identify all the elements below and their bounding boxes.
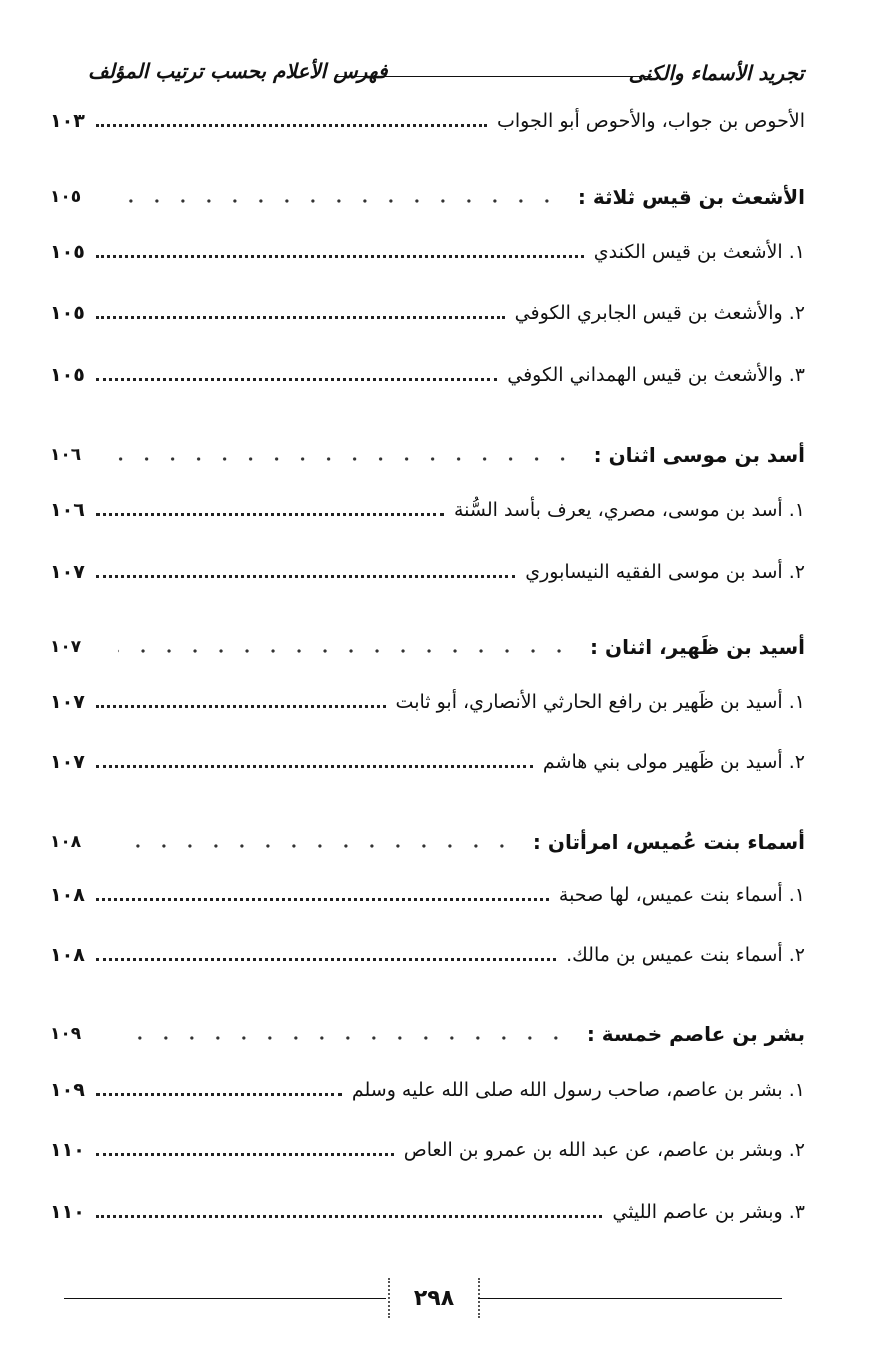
dot-leader: [96, 898, 549, 901]
index-entry: [50, 493, 805, 527]
page-reference: ١٠٥: [50, 187, 82, 207]
entry-text: ١. أسماء بنت عميس، لها صحبة: [558, 884, 805, 906]
page-reference: ١٠٥: [50, 364, 85, 386]
dot-leader: [118, 456, 576, 462]
footer-rule-right: [478, 1298, 782, 1299]
index-entry: [50, 358, 805, 392]
dot-leader: [118, 198, 560, 204]
index-entry: [50, 235, 805, 269]
index-entry: [50, 104, 805, 138]
entry-text: الأحوص بن جواب، والأحوص أبو الجواب: [497, 110, 805, 132]
index-group-heading: [50, 438, 805, 472]
index-entry: [50, 1133, 805, 1167]
dot-leader: [96, 705, 386, 708]
dot-leader: [96, 316, 505, 319]
dot-leader: [96, 575, 515, 578]
dot-leader: [118, 648, 572, 654]
page-reference: ١٠٧: [50, 561, 85, 583]
page-reference: ١٠٥: [50, 241, 85, 263]
entry-text: ٢. وبشر بن عاصم، عن عبد الله بن عمرو بن العاص: [403, 1139, 805, 1161]
index-group-heading: [50, 1017, 805, 1051]
index-entry: [50, 745, 805, 779]
dot-leader: [118, 1035, 569, 1041]
page-number: ٢٩٨: [388, 1278, 480, 1318]
dot-leader: [96, 255, 584, 258]
entry-text: ١. الأشعث بن قيس الكندي: [593, 241, 805, 263]
page-reference: ١٠٦: [50, 445, 82, 465]
entry-text: ٢. والأشعث بن قيس الجابري الكوفي: [514, 302, 805, 324]
dot-leader: [96, 378, 497, 381]
page-reference: ١١٠: [50, 1201, 85, 1223]
page-reference: ١٠٧: [50, 691, 85, 713]
page-reference: ١٠٨: [50, 884, 85, 906]
dot-leader: [96, 124, 487, 127]
index-group-heading: [50, 630, 805, 664]
group-heading-text: الأشعث بن قيس ثلاثة :: [577, 185, 805, 209]
entry-text: ٢. أسيد بن ظَهير مولى بني هاشم: [542, 751, 805, 773]
group-heading-text: أسماء بنت عُميس، امرأتان :: [532, 830, 805, 854]
page-reference: ١٠٦: [50, 499, 85, 521]
page-reference: ١٠٨: [50, 944, 85, 966]
page-reference: ١٠٥: [50, 302, 85, 324]
entry-text: ١. أسد بن موسى، مصري، يعرف بأسد السُّنة: [453, 499, 805, 521]
index-entry: [50, 1195, 805, 1229]
dot-leader: [96, 1153, 394, 1156]
index-entry: [50, 296, 805, 330]
page-reference: ١٠٣: [50, 110, 85, 132]
index-group-heading: [50, 180, 805, 214]
group-heading-text: أسد بن موسى اثنان :: [593, 443, 805, 467]
index-entry: [50, 1073, 805, 1107]
page-reference: ١٠٨: [50, 832, 82, 852]
running-header: [88, 55, 804, 91]
dot-leader: [118, 843, 515, 849]
dot-leader: [96, 958, 556, 961]
page-reference: ١٠٩: [50, 1079, 85, 1101]
entry-text: ١. بشر بن عاصم، صاحب رسول الله صلى الله عليه وسلم: [351, 1079, 805, 1101]
entry-text: ٢. أسد بن موسى الفقيه النيسابوري: [525, 561, 805, 583]
index-entry: [50, 938, 805, 972]
entry-text: ٣. وبشر بن عاصم الليثي: [612, 1201, 805, 1223]
entry-text: ١. أسيد بن ظَهير بن رافع الحارثي الأنصاري، أبو ثابت: [395, 691, 805, 713]
page-reference: ١٠٧: [50, 751, 85, 773]
index-entry: [50, 878, 805, 912]
index-group-heading: [50, 825, 805, 859]
index-entry: [50, 555, 805, 589]
index-entry: [50, 685, 805, 719]
dot-leader: [96, 1215, 602, 1218]
entry-text: ٢. أسماء بنت عميس بن مالك.: [566, 944, 805, 966]
entry-text: ٣. والأشعث بن قيس الهمداني الكوفي: [507, 364, 805, 386]
group-heading-text: بشر بن عاصم خمسة :: [586, 1022, 805, 1046]
header-section-title: فهرس الأعلام بحسب ترتيب المؤلف: [88, 59, 388, 83]
page-reference: ١٠٩: [50, 1024, 82, 1044]
header-book-title: تجريد الأسماء والكنى: [628, 61, 804, 85]
dot-leader: [96, 1093, 342, 1096]
dot-leader: [96, 765, 533, 768]
footer-rule-left: [64, 1298, 386, 1299]
page-reference: ١١٠: [50, 1139, 85, 1161]
page-reference: ١٠٧: [50, 637, 82, 657]
group-heading-text: أسيد بن ظَهير، اثنان :: [590, 635, 805, 659]
dot-leader: [96, 513, 444, 516]
